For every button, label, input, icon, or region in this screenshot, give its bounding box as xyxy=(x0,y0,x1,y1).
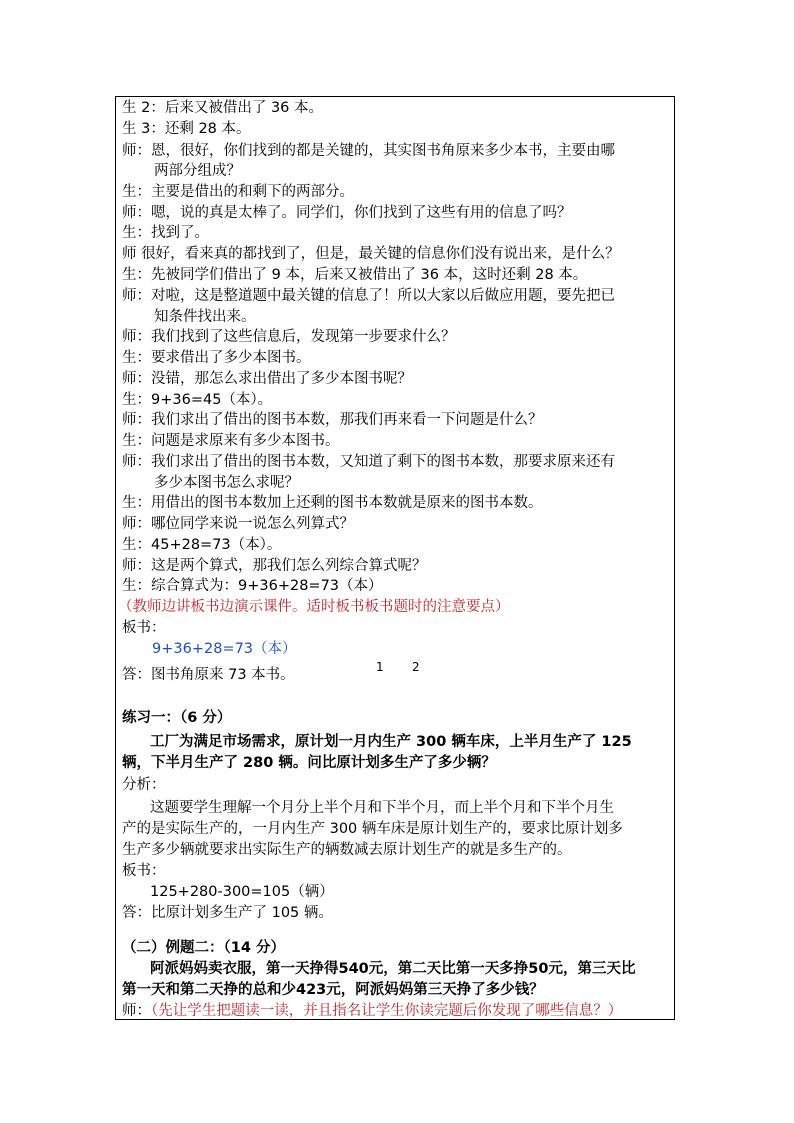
example-heading: （二）例题二：（14 分） xyxy=(122,940,285,956)
board-label: 板书： xyxy=(122,620,166,636)
dialogue-line: 生：综合算式为：9+36+28=73（本） xyxy=(122,578,383,594)
answer-line: 答：比原计划多生产了 105 辆。 xyxy=(122,905,333,921)
dialogue-line: 师：对啦，这是整道题中最关键的信息了！所以大家以后做应用题，要先把已 xyxy=(122,288,615,304)
board-label: 板书： xyxy=(122,863,166,879)
example-problem: 阿派妈妈卖衣服，第一天挣得540元，第二天比第一天多挣50元，第三天比 xyxy=(150,961,636,977)
dialogue-line: 师：这是两个算式，那我们怎么列综合算式呢？ xyxy=(122,558,427,574)
dialogue-line: 师：我们找到了这些信息后，发现第一步要求什么？ xyxy=(122,329,456,345)
subscript-mark: 1 xyxy=(376,660,384,674)
analysis-text: 这题要学生理解一个月分上半个月和下半个月，而上半个月和下半个月生 xyxy=(150,800,614,816)
dialogue-line: 生：要求借出了多少本图书。 xyxy=(122,350,311,366)
dialogue-line: 生：用借出的图书本数加上还剩的图书本数就是原来的图书本数。 xyxy=(122,495,543,511)
dialogue-line: 师：没错，那怎么求出借出了多少本图书呢？ xyxy=(122,371,412,387)
example-problem: 第一天和第二天挣的总和少423元，阿派妈妈第三天挣了多少钱？ xyxy=(122,982,544,998)
dialogue-line xyxy=(122,1001,674,1022)
dialogue-line: 生：问题是求原来有多少本图书。 xyxy=(122,433,340,449)
teacher-note: （先让学生把题读一读，并且指名让学生你读完题后你发现了哪些信息？） xyxy=(151,1003,623,1019)
dialogue-line: 师：我们求出了借出的图书本数，那我们再来看一下问题是什么？ xyxy=(122,412,543,428)
dialogue-line: 师：嗯，说的真是太棒了。同学们，你们找到了这些有用的信息了吗？ xyxy=(122,205,572,221)
board-formula: 125+280-300=105（辆） xyxy=(150,884,334,900)
dialogue-line: 师：我们求出了借出的图书本数，又知道了剩下的图书本数，那要求原来还有 xyxy=(122,454,615,470)
dialogue-line: 多少本图书怎么求呢？ xyxy=(154,475,299,491)
dialogue-line: 师 很好，看来真的都找到了，但是，最关键的信息你们没有说出来，是什么？ xyxy=(122,246,620,262)
dialogue-line: 生 3：还剩 28 本。 xyxy=(122,121,251,137)
analysis-label: 分析： xyxy=(122,777,166,793)
dialogue-line: 师：恩，很好，你们找到的都是关键的，其实图书角原来多少本书，主要由哪 xyxy=(122,143,615,159)
analysis-text: 生产多少辆就要求出实际生产的辆数减去原计划生产的就是多生产的。 xyxy=(122,842,572,858)
subscript-mark: 2 xyxy=(412,660,420,674)
board-formula: 9+36+28=73（本） xyxy=(152,641,297,657)
exercise-heading: 练习一：（6 分） xyxy=(122,710,232,726)
dialogue-line: 两部分组成？ xyxy=(154,163,241,179)
speaker-label: 师： xyxy=(122,1003,151,1019)
dialogue-line: 生 2：后来又被借出了 36 本。 xyxy=(122,100,324,116)
dialogue-line: 生：主要是借出的和剩下的两部分。 xyxy=(122,184,354,200)
lesson-plan-table xyxy=(115,96,675,1020)
dialogue-line: 生：先被同学们借出了 9 本，后来又被借出了 36 本，这时还剩 28 本。 xyxy=(122,267,588,283)
exercise-problem: 工厂为满足市场需求，原计划一月内生产 300 辆车床，上半月生产了 125 xyxy=(150,734,632,750)
dialogue-line: 生：找到了。 xyxy=(122,225,209,241)
analysis-text: 产的是实际生产的，一月内生产 300 辆车床是原计划生产的，要求比原计划多 xyxy=(122,821,623,837)
exercise-problem: 辆，下半月生产了 280 辆。问比原计划多生产了多少辆？ xyxy=(122,755,496,771)
dialogue-line: 师：哪位同学来说一说怎么列算式？ xyxy=(122,516,354,532)
dialogue-line: 生：9+36=45（本）。 xyxy=(122,392,273,408)
teacher-note: （教师边讲板书边演示课件。适时板书板书题时的注意要点） xyxy=(118,599,510,615)
answer-line: 答：图书角原来 73 本书。 xyxy=(122,667,295,683)
dialogue-line: 知条件找出来。 xyxy=(154,309,256,325)
dialogue-line: 生：45+28=73（本）。 xyxy=(122,537,282,553)
